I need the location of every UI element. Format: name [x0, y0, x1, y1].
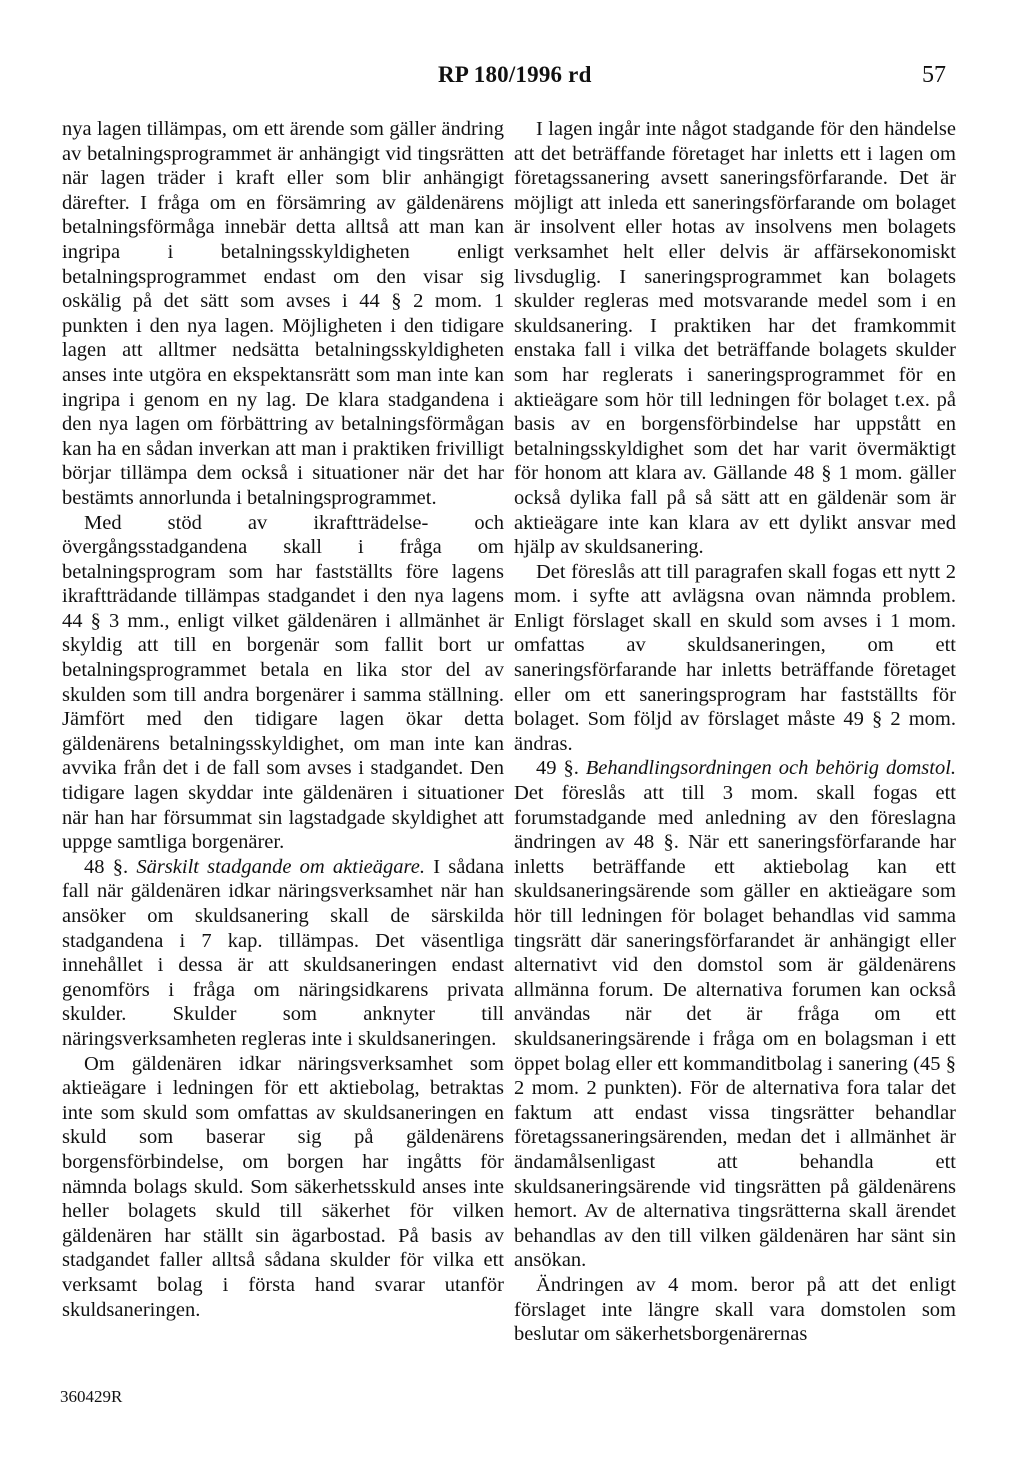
paragraph: Det föreslås att till paragrafen skall fogas ett nytt 2 mom. i syfte att avlägsna ovan nämnda problem. Enligt förslaget skall en skuld som avses i 1 mom. omfattas av skuldsaneringen, om ett saneringsförfarande har inletts beträffande företaget eller om ett saneringsprogram har fastställts för bolaget. Som följd av förslaget måste 49 § 2 mom. ändras. — [514, 560, 956, 755]
right-text-column — [514, 117, 956, 1347]
section-heading: Behandlingsordningen och behörig domstol. — [585, 757, 957, 780]
section-number: 49 §. — [536, 757, 579, 780]
section-paragraph-49 — [514, 756, 956, 1272]
paragraph: I lagen ingår inte något stadgande för den händelse att det beträffande företaget har inletts ett i lagen om företagssanering avsett saneringsförfarande. Det är möjligt att inleda ett saneringsförfarande om bolaget är insolvent eller hotas av insolvens men bolagets verksamhet helt eller delvis är affärsekonomiskt livsduglig. I saneringsprogrammet kan bolagets skulder regleras med motsvarande medel som i en skuldsanering. I praktiken har det framkommit enstaka fall i vilka det beträffande bolagets skulder som har reglerats i saneringsprogrammet för en aktieägare som hör till ledningen för bolaget t.ex. på basis av en borgensförbindelse har uppstått en betalningsskyldighet som det har varit övermäktigt för honom att klara av. Gällande 48 § 1 mom. gäller också dylika fall på så sätt att en gäldenär som är aktieägare inte kan klara av ett dylikt ansvar med hjälp av skuldsanering. — [514, 118, 956, 559]
section-paragraph-48 — [62, 855, 504, 1052]
page-number: 57 — [922, 62, 946, 88]
paragraph: Med stöd av ikraftträdelse- och övergångsstadgandena skall i fråga om betalningsprogram som har fastställts före lagens ikraftträdande tillämpas stadgandet i den nya lagens 44 § 3 mm., enligt vilket gäldenären i allmänhet är skyldig att till en borgenär som fallit bort ur betalningsprogrammet betala en lika stor del av skulden som till andra borgenärer i samma ställning. Jämfört med den tidigare lagen ökar detta gäldenärens betalningsskyldighet, om man inte kan avvika från det i de fall som avses i stadgandet. Den tidigare lagen skyddar inte gäldenären i situationer när han har försummat sin lagstadgade skyldighet att uppge samtliga borgenärer. — [62, 511, 504, 854]
footer-document-code: 360429R — [60, 1387, 123, 1406]
paragraph: Ändringen av 4 mom. beror på att det enligt förslaget inte längre skall vara domstolen som beslutar om säkerhetsborgenärernas — [514, 1273, 956, 1346]
section-number: 48 §. — [84, 855, 129, 878]
section-body: Det föreslås att till 3 mom. skall fogas ett forumstadgande med anledning av den föreslagna ändringen av 48 §. När ett saneringsförfarande har inletts beträffande ett aktiebolag kan ett skuldsaneringsärende som gäller en aktieägare som hör till ledningen för bolaget behandlas vid samma tingsrätt där saneringsförfarandet är anhängigt eller alternativt vid den domstol som är gäldenärens allmänna forum. De alternativa forumen kan också användas när det är fråga om ett skuldsaneringsärende i fråga om en bolagsman i ett öppet bolag eller ett kommanditbolag i sanering (45 § 2 mom. 2 punkten). För de alternativa fora talar det faktum att endast vissa tingsrätter behandlar företagssaneringsärenden, medan det i allmänhet är ändamålsenligast att behandla ett skuldsaneringsärende vid tingsrätten på gäldenärens hemort. Av de alternativa tingsrätterna skall ärendet behandlas av den till vilken gäldenären har sänt sin ansökan. — [514, 782, 956, 1272]
section-heading: Särskilt stadgande om aktieägare. — [136, 855, 425, 878]
section-body: I sådana fall när gäldenären idkar näringsverksamhet när han ansöker om skuldsanering skall de särskilda stadgandena i 7 kap. tillämpas. Det väsentliga innehållet i dessa är att skuldsaneringen endast genomförs i fråga om näringsidkarens privata skulder. Skulder som anknyter till näringsverksamheten regleras inte i skuldsaneringen. — [62, 855, 505, 1050]
paragraph: nya lagen tillämpas, om ett ärende som gäller ändring av betalningsprogrammet är anhängigt vid tingsrätten när lagen träder i kraft eller som blir anhängigt därefter. I fråga om en försämring av gäldenärens betalningsförmåga innebär detta alltså att man kan ingripa i betalningsskyldigheten enligt betalningsprogrammet endast om den visar sig oskälig på det sätt som avses i 44 § 2 mom. 1 punkten i den nya lagen. Möjligheten i den tidigare lagen att alltmer nedsätta betalningsskyldigheten anses inte utgöra en ekspektansrätt som man inte kan ingripa i genom en ny lag. De klara stadgandena i den nya lagen om förbättring av betalningsförmågan kan ha en sådan inverkan att man i praktiken frivilligt börjar tillämpa dem också i situationer när det har bestämts annorlunda i betalningsprogrammet. — [62, 118, 504, 509]
running-header-title: RP 180/1996 rd — [438, 62, 592, 87]
paragraph: Om gäldenären idkar näringsverksamhet som aktieägare i ledningen för ett aktiebolag, betraktas inte som skuld som omfattas av skuldsaneringen en skuld som baserar sig på gäldenärens borgensförbindelse, om borgen har ingåtts för nämnda bolags skuld. Som säkerhetsskuld anses inte heller bolagets skuld till säkerhet för vilken gäldenären har ställt sin ägarbostad. På basis av stadgandet faller alltså sådana skulder för vilka ett verksamt bolag i första hand svarar utanför skuldsaneringen. — [62, 1052, 504, 1321]
left-text-column — [62, 117, 504, 1322]
